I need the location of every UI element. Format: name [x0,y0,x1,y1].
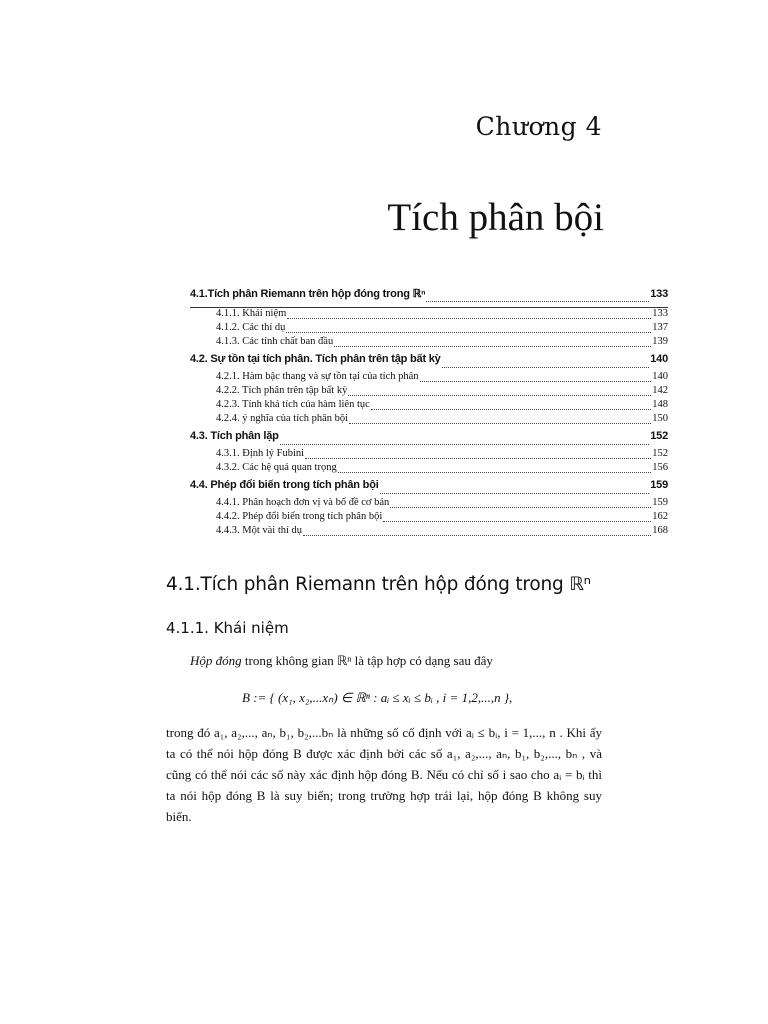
toc-entry-title: 4.1.3. Các tính chất ban đầu [216,336,334,347]
toc-entry-title: 4.1.Tích phân Riemann trên hộp đóng trong ℝⁿ [190,288,426,300]
toc-entry-title: 4.4.3. Một vài thí dụ [216,525,303,536]
toc-entry-sub[interactable] [190,336,668,350]
toc-leader-dots [380,493,650,494]
toc-entry-sub[interactable] [190,322,668,336]
chapter-label: Chương 4 [475,112,602,141]
toc-leader-dots [305,458,651,459]
toc-entry-title: 4.4.2. Phép đổi biến trong tích phân bội [216,511,383,522]
toc-entry-main[interactable] [190,287,668,305]
toc-page-number: 148 [652,399,668,410]
definition-paragraph [190,653,493,669]
toc-page-number: 150 [652,413,668,424]
toc-page-number: 159 [652,497,668,508]
toc-entry-title: 4.3. Tích phân lặp [190,430,279,442]
toc-leader-dots [338,472,652,473]
toc-entry-title: 4.4.1. Phân hoạch đơn vị và bổ đề cơ bản [216,497,390,508]
toc-page-number: 159 [650,479,668,491]
explanation-paragraph: trong đó a₁, a₂,..., aₙ, b₁, b₂,...bₙ là những số cố định với aᵢ ≤ bᵢ, i = 1,..., n . Khi ấy ta có thể nói hộp đóng B được xác định bởi các số a₁, a₂,..., aₙ, b₁, b₂,..., bₙ , và cũng có thể nói các số này xác định hộp đóng B. Nếu có chỉ số i sao cho aᵢ = bᵢ thì ta nói hộp đóng B là suy biến; trong trường hợp trái lại, hộp đóng B không suy biến. [166,725,602,824]
subsection-heading: 4.1.1. Khái niệm [166,619,289,637]
toc-leader-dots [383,521,651,522]
toc-entry-sub[interactable] [190,525,668,539]
toc-leader-dots [442,367,650,368]
toc-leader-dots [390,507,651,508]
toc-page-number: 133 [652,308,668,319]
toc-leader-dots [303,535,651,536]
toc-leader-dots [420,381,652,382]
toc-page-number: 139 [652,336,668,347]
toc-entry-title: 4.1.2. Các thí dụ [216,322,286,333]
toc-entry-title: 4.3.1. Định lý Fubini [216,448,305,459]
toc-entry-sub[interactable] [190,308,668,322]
toc-entry-main[interactable] [190,353,668,371]
toc-entry-sub[interactable] [190,448,668,462]
toc-entry-sub[interactable] [190,462,668,476]
table-of-contents [190,287,668,539]
toc-page-number: 156 [652,462,668,473]
box-formula: B := { (x₁, x₂,...xₙ) ∈ ℝⁿ : aᵢ ≤ xᵢ ≤ bᵢ , i = 1,2,...,n }, [242,690,513,705]
toc-leader-dots [334,346,651,347]
toc-entry-sub[interactable] [190,385,668,399]
toc-entry-title: 4.2.3. Tính khả tích của hàm liên tục [216,399,370,410]
toc-page-number: 142 [652,385,668,396]
toc-page-number: 140 [650,353,668,365]
toc-entry-title: 4.2. Sự tồn tại tích phân. Tích phân trên tập bất kỳ [190,353,441,365]
toc-leader-dots [349,423,651,424]
toc-entry-title: 4.4. Phép đổi biến trong tích phân bội [190,479,379,491]
toc-entry-sub[interactable] [190,399,668,413]
toc-page-number: 137 [652,322,668,333]
toc-entry-sub[interactable] [190,371,668,385]
toc-entry-sub[interactable] [190,511,668,525]
toc-page-number: 152 [650,430,668,442]
toc-entry-title: 4.3.2. Các hệ quả quan trọng [216,462,337,473]
toc-entry-title: 4.2.4. ý nghĩa của tích phân bội [216,413,349,424]
toc-page-number: 152 [652,448,668,459]
toc-entry-title: 4.2.1. Hàm bậc thang và sự tồn tại của tích phân [216,371,419,382]
toc-leader-dots [426,301,649,302]
toc-entry-main[interactable] [190,430,668,448]
toc-page-number: 133 [650,288,668,300]
toc-entry-main[interactable] [190,479,668,497]
toc-page-number: 140 [652,371,668,382]
term-hop-dong: Hộp đóng [190,653,242,668]
toc-entry-title: 4.1.1. Khái niệm [216,308,287,319]
toc-page-number: 162 [652,511,668,522]
definition-text: trong không gian ℝⁿ là tập hợp có dạng sau đây [241,653,493,668]
toc-entry-title: 4.2.2. Tích phân trên tập bất kỳ [216,385,348,396]
toc-leader-dots [348,395,651,396]
section-heading: 4.1.Tích phân Riemann trên hộp đóng trong ℝⁿ [166,574,591,595]
toc-leader-dots [287,318,651,319]
toc-entry-sub[interactable] [190,497,668,511]
toc-leader-dots [371,409,651,410]
toc-leader-dots [280,444,650,445]
toc-entry-sub[interactable] [190,413,668,427]
toc-leader-dots [286,332,651,333]
chapter-title: Tích phân bội [387,196,604,239]
toc-page-number: 168 [652,525,668,536]
